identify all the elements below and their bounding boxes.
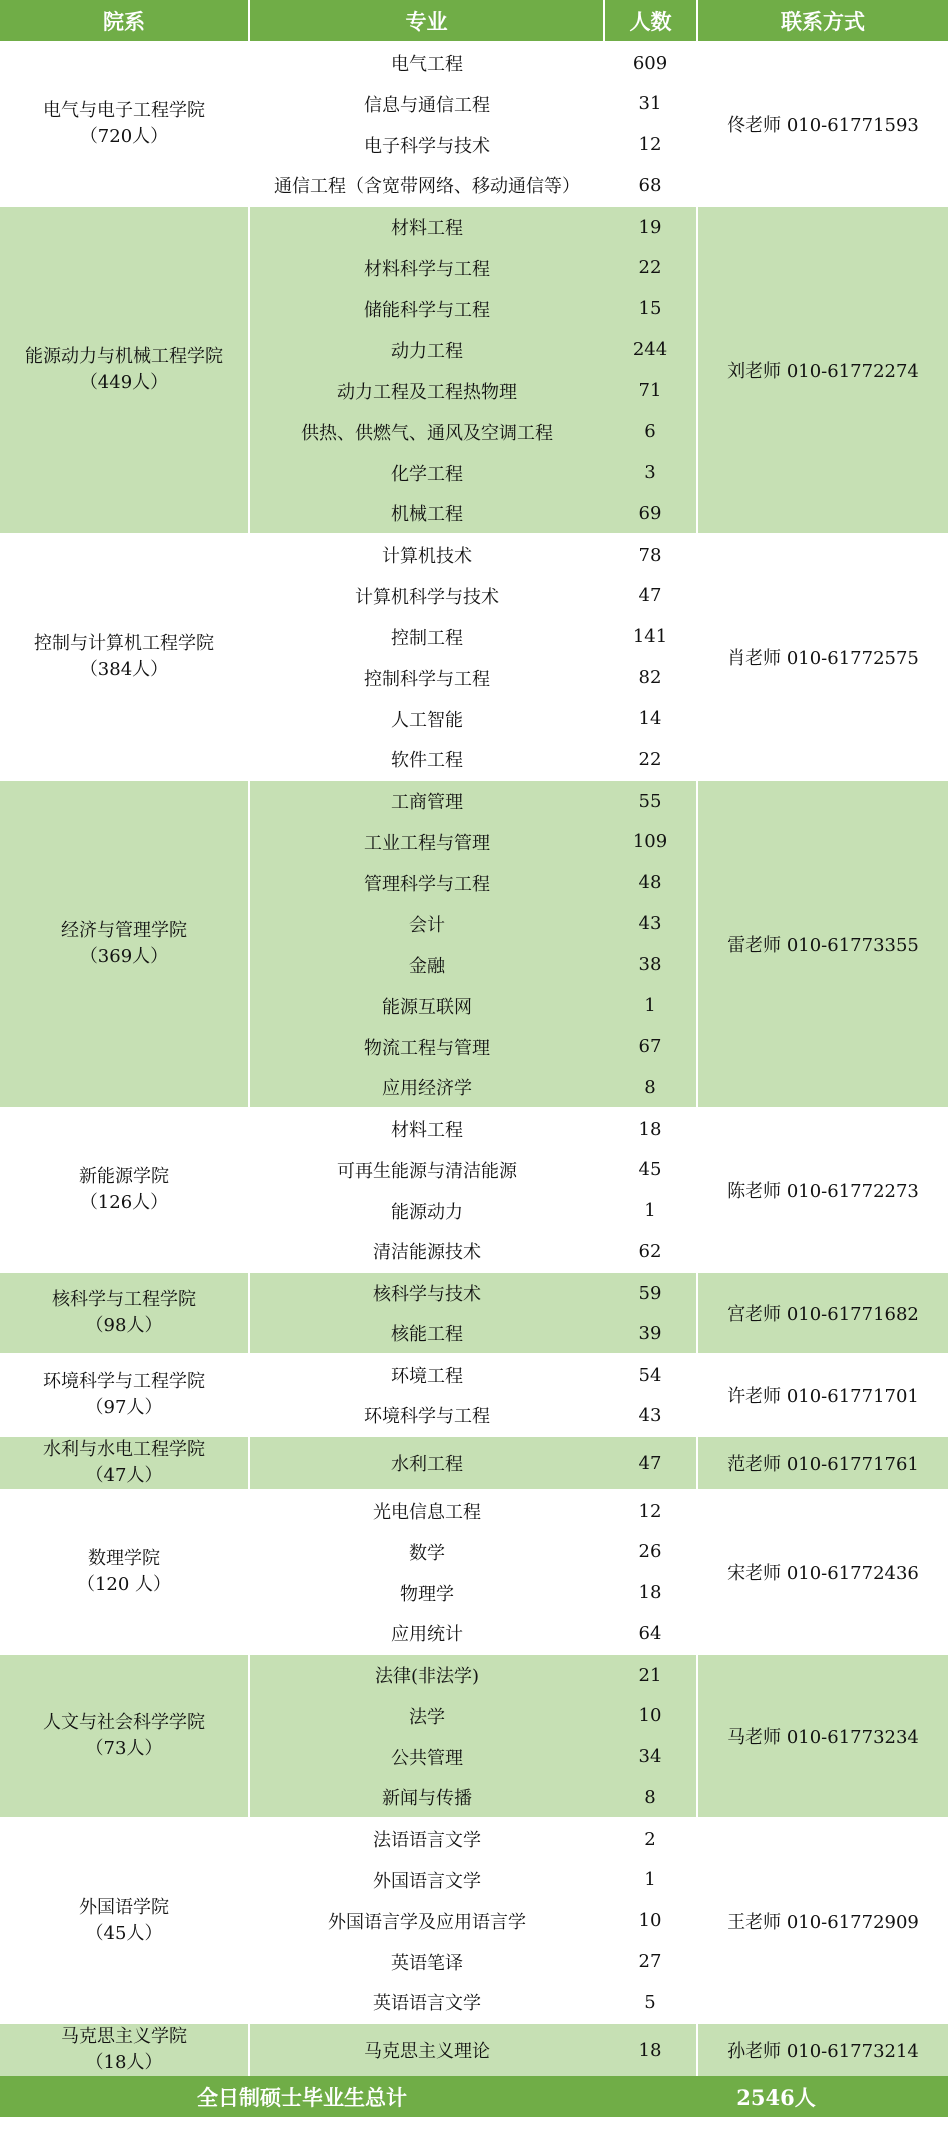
count-cell: 18 (604, 1108, 697, 1149)
count-cell: 1 (604, 1190, 697, 1231)
footer-row (0, 2076, 948, 2117)
major-cell: 计算机科学与技术 (249, 575, 604, 616)
count-cell: 1 (604, 1859, 697, 1900)
contact-cell: 佟老师 010-61771593 (697, 42, 948, 206)
count-cell: 21 (604, 1654, 697, 1695)
major-cell: 控制工程 (249, 616, 604, 657)
major-cell: 应用经济学 (249, 1067, 604, 1108)
major-cell: 法学 (249, 1695, 604, 1736)
contact-cell: 孙老师 010-61773214 (697, 2023, 948, 2076)
major-cell: 核科学与技术 (249, 1272, 604, 1313)
major-cell: 软件工程 (249, 739, 604, 780)
major-cell: 物理学 (249, 1572, 604, 1613)
table-header (0, 0, 948, 42)
count-cell: 59 (604, 1272, 697, 1313)
table-body (0, 42, 948, 2076)
major-cell: 材料工程 (249, 206, 604, 247)
count-cell: 38 (604, 944, 697, 985)
count-cell: 10 (604, 1695, 697, 1736)
contact-cell: 王老师 010-61772909 (697, 1818, 948, 2023)
count-cell: 19 (604, 206, 697, 247)
department-name: 控制与计算机工程学院 (34, 633, 214, 654)
count-cell: 1 (604, 985, 697, 1026)
department-cell (0, 2023, 249, 2076)
major-cell: 动力工程 (249, 329, 604, 370)
major-cell: 工商管理 (249, 780, 604, 821)
count-cell: 67 (604, 1026, 697, 1067)
major-cell: 供热、供燃气、通风及空调工程 (249, 411, 604, 452)
count-cell: 12 (604, 124, 697, 165)
major-cell: 储能科学与工程 (249, 288, 604, 329)
count-cell: 31 (604, 83, 697, 124)
department-cell (0, 1272, 249, 1354)
count-cell: 15 (604, 288, 697, 329)
count-cell: 18 (604, 2023, 697, 2076)
count-cell: 3 (604, 452, 697, 493)
count-cell: 68 (604, 165, 697, 206)
major-cell: 会计 (249, 903, 604, 944)
department-cell (0, 1436, 249, 1490)
count-cell: 69 (604, 493, 697, 534)
major-cell: 核能工程 (249, 1313, 604, 1354)
count-cell: 45 (604, 1149, 697, 1190)
major-cell: 英语语言文学 (249, 1982, 604, 2023)
department-name: 环境科学与工程学院 (43, 1371, 205, 1392)
table-footer (0, 2076, 948, 2117)
count-cell: 22 (604, 739, 697, 780)
major-cell: 工业工程与管理 (249, 821, 604, 862)
department-total: （720人） (79, 126, 169, 147)
major-cell: 可再生能源与清洁能源 (249, 1149, 604, 1190)
count-cell: 10 (604, 1900, 697, 1941)
department-name: 马克思主义学院 (61, 2026, 187, 2047)
department-cell (0, 1654, 249, 1818)
header-major: 专业 (249, 0, 604, 42)
count-cell: 14 (604, 698, 697, 739)
major-cell: 数学 (249, 1531, 604, 1572)
count-cell: 55 (604, 780, 697, 821)
major-cell: 清洁能源技术 (249, 1231, 604, 1272)
department-total: （18人） (85, 2052, 163, 2073)
major-cell: 动力工程及工程热物理 (249, 370, 604, 411)
count-cell: 22 (604, 247, 697, 288)
department-name: 外国语学院 (79, 1896, 169, 1918)
department-name: 能源动力与机械工程学院 (25, 346, 223, 367)
count-cell: 109 (604, 821, 697, 862)
table-row (0, 42, 948, 83)
department-total: （98人） (85, 1315, 163, 1336)
major-cell: 马克思主义理论 (249, 2023, 604, 2076)
department-cell (0, 1818, 249, 2023)
table-row (0, 1272, 948, 1313)
count-cell: 71 (604, 370, 697, 411)
count-cell: 43 (604, 1395, 697, 1436)
major-cell: 电气工程 (249, 42, 604, 83)
footer-total-label: 全日制硕士毕业生总计 (0, 2076, 604, 2117)
count-cell: 141 (604, 616, 697, 657)
major-cell: 控制科学与工程 (249, 657, 604, 698)
major-cell: 外国语言学及应用语言学 (249, 1900, 604, 1941)
department-cell (0, 1108, 249, 1272)
count-cell: 78 (604, 534, 697, 575)
count-cell: 2 (604, 1818, 697, 1859)
major-cell: 法语语言文学 (249, 1818, 604, 1859)
major-cell: 机械工程 (249, 493, 604, 534)
major-cell: 信息与通信工程 (249, 83, 604, 124)
count-cell: 47 (604, 575, 697, 616)
department-name: 数理学院 (88, 1548, 160, 1569)
table-row (0, 534, 948, 575)
footer-total-value: 2546人 (604, 2076, 948, 2117)
table-row (0, 780, 948, 821)
header-count: 人数 (604, 0, 697, 42)
major-cell: 应用统计 (249, 1613, 604, 1654)
header-row (0, 0, 948, 42)
major-cell: 光电信息工程 (249, 1490, 604, 1531)
major-cell: 材料工程 (249, 1108, 604, 1149)
contact-cell: 肖老师 010-61772575 (697, 534, 948, 780)
contact-cell: 许老师 010-61771701 (697, 1354, 948, 1436)
count-cell: 62 (604, 1231, 697, 1272)
count-cell: 34 (604, 1736, 697, 1777)
department-cell (0, 780, 249, 1108)
count-cell: 8 (604, 1067, 697, 1108)
department-name: 核科学与工程学院 (52, 1289, 196, 1310)
contact-cell: 宋老师 010-61772436 (697, 1490, 948, 1654)
department-total: （97人） (85, 1397, 163, 1418)
department-total: （45人） (85, 1922, 163, 1944)
department-name: 人文与社会科学学院 (43, 1712, 205, 1733)
count-cell: 244 (604, 329, 697, 370)
count-cell: 26 (604, 1531, 697, 1572)
department-cell (0, 1490, 249, 1654)
count-cell: 54 (604, 1354, 697, 1395)
major-cell: 物流工程与管理 (249, 1026, 604, 1067)
header-department: 院系 (0, 0, 249, 42)
count-cell: 47 (604, 1436, 697, 1490)
department-total: （449人） (79, 372, 169, 393)
major-cell: 电子科学与技术 (249, 124, 604, 165)
table-row (0, 2023, 948, 2076)
department-cell (0, 1354, 249, 1436)
major-cell: 能源动力 (249, 1190, 604, 1231)
major-cell: 环境科学与工程 (249, 1395, 604, 1436)
department-cell (0, 534, 249, 780)
contact-cell: 陈老师 010-61772273 (697, 1108, 948, 1272)
department-cell (0, 42, 249, 206)
count-cell: 39 (604, 1313, 697, 1354)
department-total: （126人） (79, 1192, 169, 1213)
count-cell: 609 (604, 42, 697, 83)
major-cell: 计算机技术 (249, 534, 604, 575)
count-cell: 5 (604, 1982, 697, 2023)
major-cell: 人工智能 (249, 698, 604, 739)
contact-cell: 雷老师 010-61773355 (697, 780, 948, 1108)
department-total: （47人） (85, 1465, 163, 1486)
count-cell: 82 (604, 657, 697, 698)
major-cell: 通信工程（含宽带网络、移动通信等） (249, 165, 604, 206)
count-cell: 6 (604, 411, 697, 452)
major-cell: 化学工程 (249, 452, 604, 493)
department-total: （384人） (79, 659, 169, 680)
major-cell: 水利工程 (249, 1436, 604, 1490)
department-name: 水利与水电工程学院 (43, 1439, 205, 1460)
table-row (0, 1818, 948, 1859)
header-contact: 联系方式 (697, 0, 948, 42)
department-name: 新能源学院 (79, 1166, 169, 1187)
contact-cell: 范老师 010-61771761 (697, 1436, 948, 1490)
department-name: 经济与管理学院 (61, 920, 187, 941)
count-cell: 64 (604, 1613, 697, 1654)
count-cell: 43 (604, 903, 697, 944)
department-total: （369人） (79, 946, 169, 967)
count-cell: 8 (604, 1777, 697, 1818)
major-cell: 金融 (249, 944, 604, 985)
contact-cell: 马老师 010-61773234 (697, 1654, 948, 1818)
table-row (0, 1654, 948, 1695)
contact-cell: 刘老师 010-61772274 (697, 206, 948, 534)
major-cell: 能源互联网 (249, 985, 604, 1026)
count-cell: 48 (604, 862, 697, 903)
count-cell: 27 (604, 1941, 697, 1982)
contact-cell: 宫老师 010-61771682 (697, 1272, 948, 1354)
table-row (0, 1436, 948, 1490)
table-row (0, 1354, 948, 1395)
major-cell: 法律(非法学) (249, 1654, 604, 1695)
table-row (0, 206, 948, 247)
major-cell: 公共管理 (249, 1736, 604, 1777)
table-row (0, 1490, 948, 1531)
department-total: （73人） (85, 1738, 163, 1759)
count-cell: 18 (604, 1572, 697, 1613)
major-cell: 材料科学与工程 (249, 247, 604, 288)
count-cell: 12 (604, 1490, 697, 1531)
major-cell: 新闻与传播 (249, 1777, 604, 1818)
major-cell: 环境工程 (249, 1354, 604, 1395)
major-cell: 外国语言文学 (249, 1859, 604, 1900)
table-row (0, 1108, 948, 1149)
major-cell: 英语笔译 (249, 1941, 604, 1982)
department-cell (0, 206, 249, 534)
major-cell: 管理科学与工程 (249, 862, 604, 903)
department-name: 电气与电子工程学院 (43, 100, 205, 121)
department-total: （120 人） (76, 1574, 172, 1595)
